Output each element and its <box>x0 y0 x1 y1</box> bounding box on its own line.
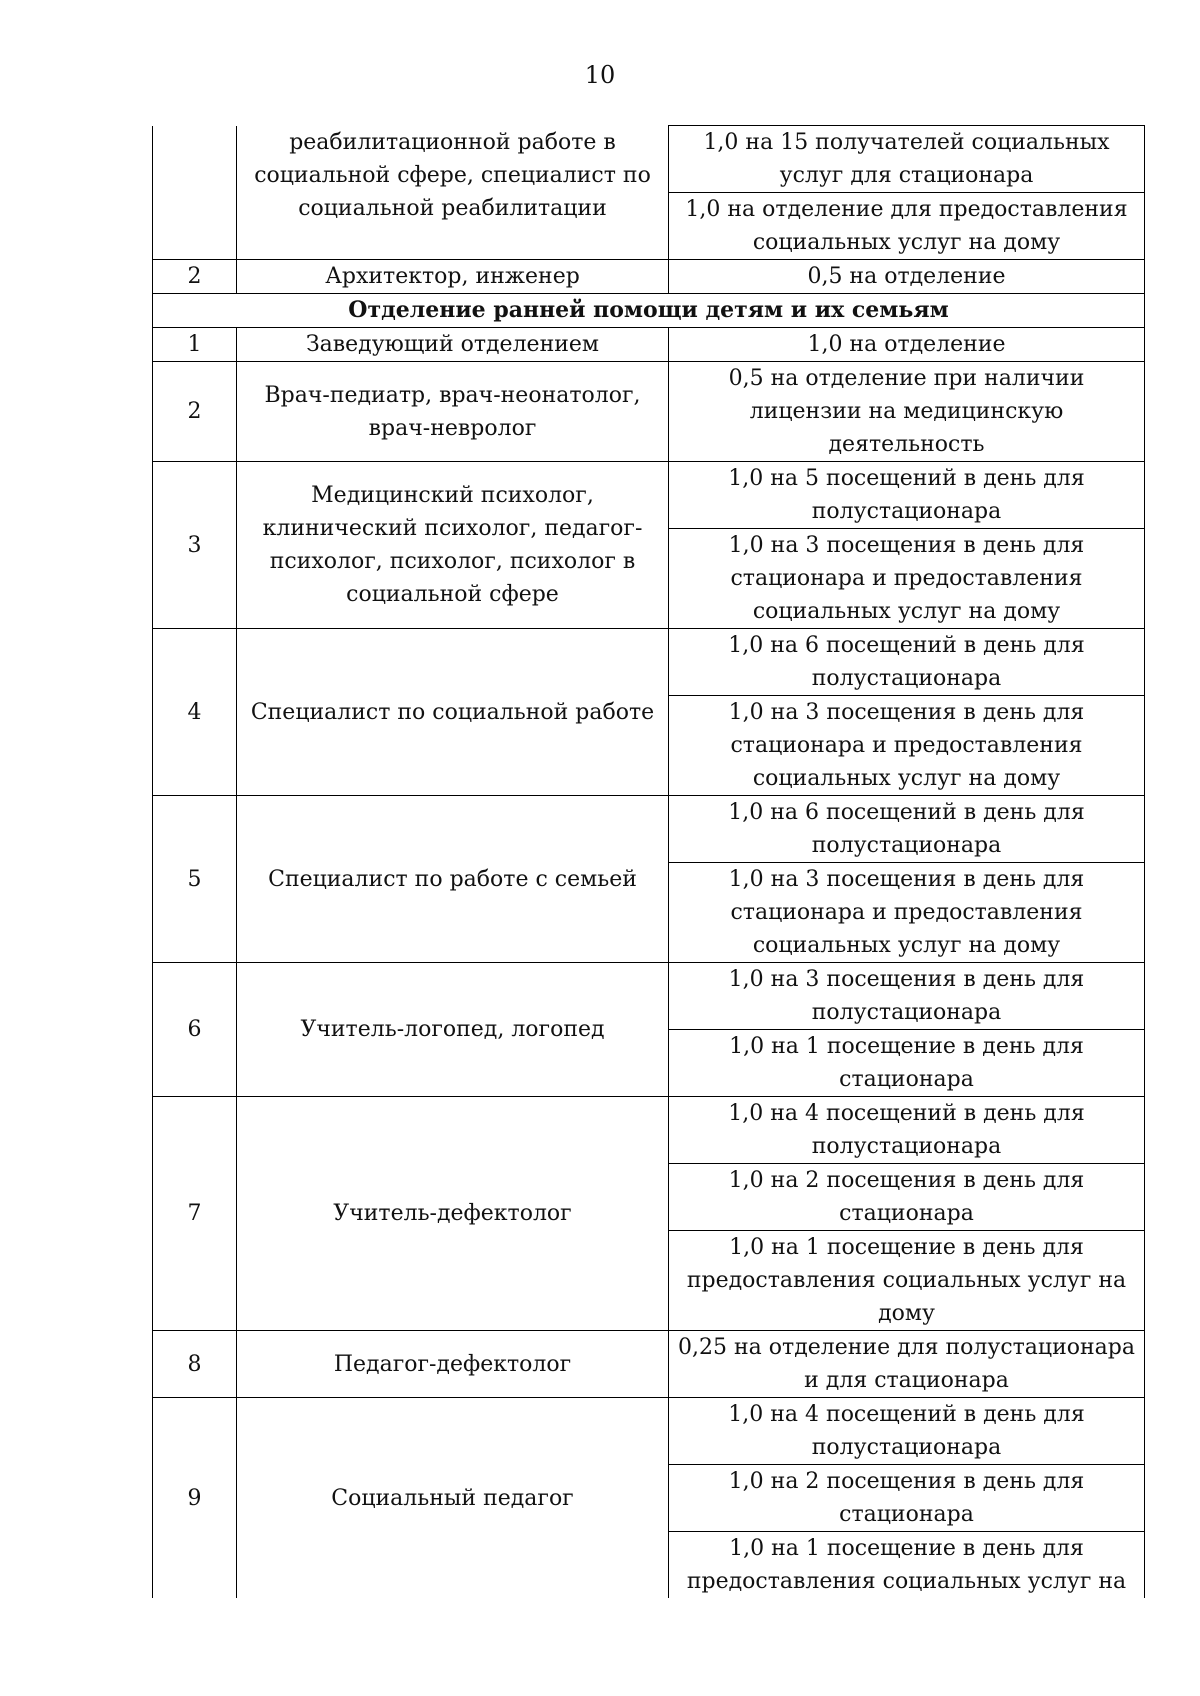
position-cell: Учитель-логопед, логопед <box>237 963 669 1097</box>
table-row <box>153 126 1145 193</box>
row-number-cell: 3 <box>153 462 237 629</box>
norm-cell: 1,0 на отделение <box>669 328 1145 362</box>
table-row <box>153 796 1145 863</box>
norm-cell: 0,5 на отделение при наличии лицензии на медицинскую деятельность <box>669 362 1145 462</box>
norm-cell: 1,0 на 6 посещений в день для полустационара <box>669 629 1145 696</box>
row-number-cell: 8 <box>153 1331 237 1398</box>
norm-cell: 1,0 на 5 посещений в день для полустационара <box>669 462 1145 529</box>
table-row <box>153 260 1145 294</box>
table-row <box>153 1097 1145 1164</box>
norm-cell: 1,0 на 15 получателей социальных услуг для стационара <box>669 126 1145 193</box>
position-cell: Специалист по социальной работе <box>237 629 669 796</box>
norm-cell: 1,0 на 3 посещения в день для стационара и предоставления социальных услуг на дому <box>669 696 1145 796</box>
norm-cell: 1,0 на 3 посещения в день для стационара и предоставления социальных услуг на дому <box>669 863 1145 963</box>
norm-cell: 1,0 на 2 посещения в день для стационара <box>669 1164 1145 1231</box>
section-row <box>153 294 1145 328</box>
table-row <box>153 963 1145 1030</box>
table-row <box>153 629 1145 696</box>
norm-cell: 1,0 на 4 посещений в день для полустационара <box>669 1398 1145 1465</box>
row-number-cell: 2 <box>153 260 237 294</box>
norm-cell: 1,0 на 3 посещения в день для полустационара <box>669 963 1145 1030</box>
table-row <box>153 1331 1145 1398</box>
norm-cell: 0,25 на отделение для полустационара и для стационара <box>669 1331 1145 1398</box>
table-row <box>153 462 1145 529</box>
norm-cell: 1,0 на 1 посещение в день для стационара <box>669 1030 1145 1097</box>
norm-cell: 1,0 на 2 посещения в день для стационара <box>669 1465 1145 1532</box>
table-row <box>153 362 1145 462</box>
row-number-cell: 7 <box>153 1097 237 1331</box>
position-cell: Врач-педиатр, врач-неонатолог, врач-невролог <box>237 362 669 462</box>
row-number-cell: 4 <box>153 629 237 796</box>
norm-cell: 1,0 на отделение для предоставления социальных услуг на дому <box>669 193 1145 260</box>
norm-cell: 1,0 на 6 посещений в день для полустационара <box>669 796 1145 863</box>
norm-cell: 1,0 на 1 посещение в день для предоставления социальных услуг на <box>669 1532 1145 1599</box>
norm-cell: 1,0 на 4 посещений в день для полустационара <box>669 1097 1145 1164</box>
staffing-norms-table <box>152 125 1145 1598</box>
position-cell: Социальный педагог <box>237 1398 669 1599</box>
row-number-cell: 9 <box>153 1398 237 1599</box>
position-cell: Заведующий отделением <box>237 328 669 362</box>
norm-cell: 0,5 на отделение <box>669 260 1145 294</box>
page-number: 10 <box>584 61 616 89</box>
position-cell: Учитель-дефектолог <box>237 1097 669 1331</box>
norm-cell: 1,0 на 3 посещения в день для стационара и предоставления социальных услуг на дому <box>669 529 1145 629</box>
position-cell: Педагог-дефектолог <box>237 1331 669 1398</box>
position-cell: Медицинский психолог, клинический психолог, педагог-психолог, психолог, психолог в социальной сфере <box>237 462 669 629</box>
position-cell: Специалист по работе с семьей <box>237 796 669 963</box>
row-number-cell <box>153 126 237 260</box>
section-title: Отделение ранней помощи детям и их семьям <box>153 294 1145 328</box>
row-number-cell: 5 <box>153 796 237 963</box>
table-row <box>153 1398 1145 1465</box>
position-cell: Архитектор, инженер <box>237 260 669 294</box>
row-number-cell: 6 <box>153 963 237 1097</box>
norm-cell: 1,0 на 1 посещение в день для предоставления социальных услуг на дому <box>669 1231 1145 1331</box>
position-cell: реабилитационной работе в социальной сфере, специалист по социальной реабилитации <box>237 126 669 260</box>
row-number-cell: 1 <box>153 328 237 362</box>
row-number-cell: 2 <box>153 362 237 462</box>
table-row <box>153 328 1145 362</box>
